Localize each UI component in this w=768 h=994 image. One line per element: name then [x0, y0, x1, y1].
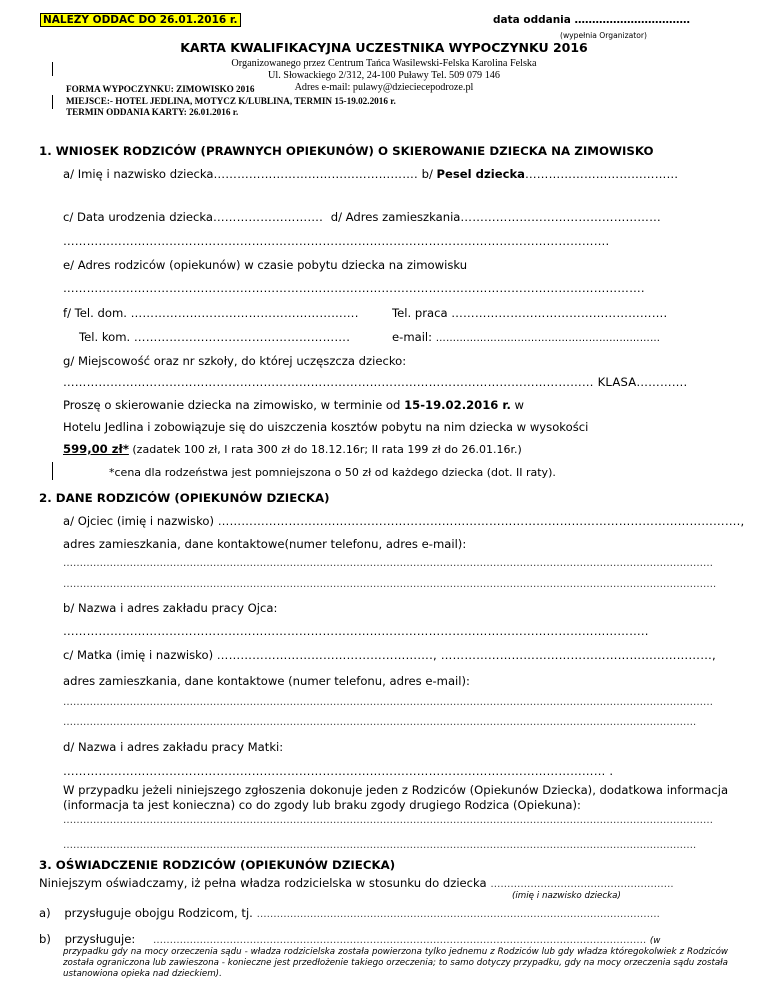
option-a-field[interactable]: ………………………………………………………………………………………………………….: [256, 909, 660, 920]
option-b-tail: (w: [649, 936, 661, 946]
address-field[interactable]: ……………………………………………: [460, 210, 661, 224]
mother-contact-field-1[interactable]: ……………………………………………………………………………………………………………………………………………………………………………: [63, 697, 713, 708]
pesel-label: Pesel dziecka: [436, 167, 525, 181]
father-name-field[interactable]: …………………………………………………………………………………………………………………….,: [217, 514, 745, 528]
form-location: MIEJSCE:- HOTEL JEDLINA, MOTYCZ K/LUBLINA, TERMIN 15-19.02.2016 r.: [66, 95, 396, 106]
organizer-email: Adres e-mail: pulawy@dzieciecepodroze.pl: [294, 82, 474, 93]
home-phone-field[interactable]: ………………………………………………….: [130, 306, 359, 320]
child-name-note: (imię i nazwisko dziecka): [512, 891, 621, 901]
margin-bar: [52, 95, 53, 109]
address-label: d/ Adres zamieszkania: [330, 210, 461, 224]
form-deadline: TERMIN ODDANIA KARTY: 26.01.2016 r.: [66, 107, 239, 118]
parents-address-field[interactable]: ………………………………………………………………………………………………………………………………….: [63, 281, 645, 295]
authority-statement: Niniejszym oświadczamy, iż pełna władza rodzicielska w stosunku do dziecka: [39, 876, 491, 890]
mobile-phone-field[interactable]: ……………………………………………….: [133, 330, 351, 344]
father-name-row: [63, 514, 744, 528]
option-b-row: [39, 932, 660, 947]
section3-heading: 3. OŚWIADCZENIE RODZICÓW (OPIEKUNÓW DZIECKA): [39, 858, 396, 872]
email-field[interactable]: …………………………………………………………: [435, 333, 661, 344]
consent-info: [63, 783, 753, 813]
request-line-1: [63, 398, 524, 412]
deadline-badge: NALEŻY ODDAĆ DO 26.01.2016 r.: [40, 13, 241, 27]
option-b-marker: b): [39, 932, 51, 946]
mother-contact-label: adres zamieszkania, dane kontaktowe (numer telefonu, adres e-mail):: [63, 674, 470, 688]
father-name-label: a/ Ojciec (imię i nazwisko): [63, 514, 218, 528]
return-date-field[interactable]: data oddania ……………………………: [493, 14, 691, 26]
organizer-name: Organizowanego przez Centrum Tańca Wasilewski-Felska Karolina Felska: [231, 58, 537, 69]
option-b-text: przysługuje:: [64, 932, 136, 946]
option-a-row: [39, 906, 660, 920]
form-type: FORMA WYPOCZYNKU: ZIMOWISKO 2016: [66, 84, 255, 94]
price-value: 599,00 zł*: [63, 442, 129, 456]
request-text-tail: w: [510, 398, 525, 412]
mother-name-row: [63, 648, 716, 662]
child-name-label: a/ Imię i nazwisko dziecka: [63, 167, 214, 181]
child-name-statement-field[interactable]: ……………………………………………….: [490, 879, 674, 890]
mother-workplace-label: d/ Nazwa i adres zakładu pracy Matki:: [63, 740, 284, 754]
payment-schedule: (zadatek 100 zł, I rata 300 zł do 18.12.16r; II rata 199 zł do 26.01.16r.): [128, 443, 522, 456]
mother-name-field[interactable]: ………………………………………………., ……………………………………………………………,: [216, 648, 716, 662]
birthdate-row: [63, 210, 661, 224]
mother-workplace-field[interactable]: ………………………………………………………………………………………………………………………… .: [63, 764, 614, 778]
form-info-block: [66, 84, 396, 119]
consent-info-line-2: (informacja ta jest konieczna) co do zgody lub braku zgody drugiego Rodzica (Opiekuna):: [63, 798, 581, 812]
work-phone-row: [392, 306, 667, 320]
child-name-field[interactable]: …………………………………………….: [213, 167, 418, 181]
request-line-2: Hotelu Jedlina i zobowiązuje się do uiszczenia kosztów pobytu na nim dziecka w wysokości: [63, 420, 589, 434]
pesel-label-prefix: b/: [421, 167, 437, 181]
father-workplace-field[interactable]: …………………………………………………………………………………………………………………………………..: [63, 624, 649, 638]
price-row: [63, 442, 522, 456]
sibling-discount-note: *cena dla rodzeństwa jest pomniejszona o 50 zł od każdego dziecka (dot. II raty).: [109, 466, 556, 479]
parents-address-label: e/ Adres rodziców (opiekunów) w czasie pobytu dziecka na zimowisku: [63, 258, 468, 272]
home-phone-label: f/ Tel. dom.: [63, 306, 131, 320]
father-contact-label: adres zamieszkania, dane kontaktowe(numer telefonu, adres e-mail):: [63, 537, 467, 551]
consent-field-1[interactable]: ……………………………………………………………………………………………………………………………………………………………………………: [63, 815, 713, 826]
mobile-phone-row: [79, 330, 350, 344]
margin-bar: [52, 462, 53, 480]
school-class-field[interactable]: ……………………………………………………………………………………………………………………… KLASA………….: [63, 375, 688, 389]
return-date-note: (wypełnia Organizator): [560, 31, 648, 40]
work-phone-field[interactable]: ……………………………………………….: [451, 306, 668, 320]
child-name-row: [63, 167, 678, 181]
birthdate-label: c/ Data urodzenia dziecka: [63, 210, 214, 224]
request-text: Proszę o skierowanie dziecka na zimowisko, w terminie od: [63, 398, 405, 412]
page-title: KARTA KWALIFIKACYJNA UCZESTNIKA WYPOCZYNKU 2016: [180, 40, 588, 55]
home-phone-row: [63, 306, 359, 320]
address-continuation-field[interactable]: ………………………………………………………………………………………………………………………….: [63, 234, 610, 248]
father-workplace-label: b/ Nazwa i adres zakładu pracy Ojca:: [63, 601, 278, 615]
email-row: [392, 330, 660, 344]
option-a-marker: a): [39, 906, 51, 920]
stay-dates: 15-19.02.2016 r.: [404, 398, 511, 412]
birthdate-field[interactable]: ……………………….: [213, 210, 324, 224]
section2-heading: 2. DANE RODZICÓW (OPIEKUNÓW DZIECKA): [39, 491, 330, 505]
consent-field-2[interactable]: ……………………………………………………………………………………………………………………………………………………………………….: [63, 840, 697, 851]
option-a-text: przysługuje obojgu Rodzicom, tj.: [64, 906, 257, 920]
section1-heading: 1. WNIOSEK RODZICÓW (PRAWNYCH OPIEKUNÓW) O SKIEROWANIE DZIECKA NA ZIMOWISKO: [39, 144, 654, 158]
email-label: e-mail:: [392, 330, 436, 344]
school-label: g/ Miejscowość oraz nr szkoły, do której uczęszcza dziecko:: [63, 354, 407, 368]
consent-info-line-1: W przypadku jeżeli niniejszego zgłoszenia dokonuje jeden z Rodziców (Opiekunów Dziecka), dodatkowa informacja: [63, 783, 729, 797]
authority-statement-row: [39, 876, 674, 890]
mother-contact-field-2[interactable]: ……………………………………………………………………………………………………………………………………………………………………….: [63, 717, 697, 728]
pesel-field[interactable]: …………………………………: [524, 167, 679, 181]
mobile-phone-label: Tel. kom.: [79, 330, 134, 344]
work-phone-label: Tel. praca: [392, 306, 452, 320]
option-b-footnote: przypadku gdy na mocy orzeczenia sądu - władza rodzicielska została powierzona tylko jednemu z Rodziców lub gdy władza któregokolwiek z Rodziców została ograniczona lub zawieszona - konieczne jest przedłożenie takiego orzeczenia; to samo dotyczy przypadku, gdy na mocy orzeczenia sądu została ustanowiona opieka nad dzieckiem).: [63, 947, 728, 979]
father-contact-field-1[interactable]: ……………………………………………………………………………………………………………………………………………………………………………: [63, 558, 713, 569]
mother-name-label: c/ Matka (imię i nazwisko): [63, 648, 217, 662]
option-b-field[interactable]: ………………………………………………………………………………………………………………………………….: [153, 935, 647, 946]
organizer-address: Ul. Słowackiego 2/312, 24-100 Puławy Tel. 509 079 146: [268, 70, 500, 81]
father-contact-field-2[interactable]: …………………………………………………………………………………………………………………………………………………………………………….: [63, 579, 717, 590]
